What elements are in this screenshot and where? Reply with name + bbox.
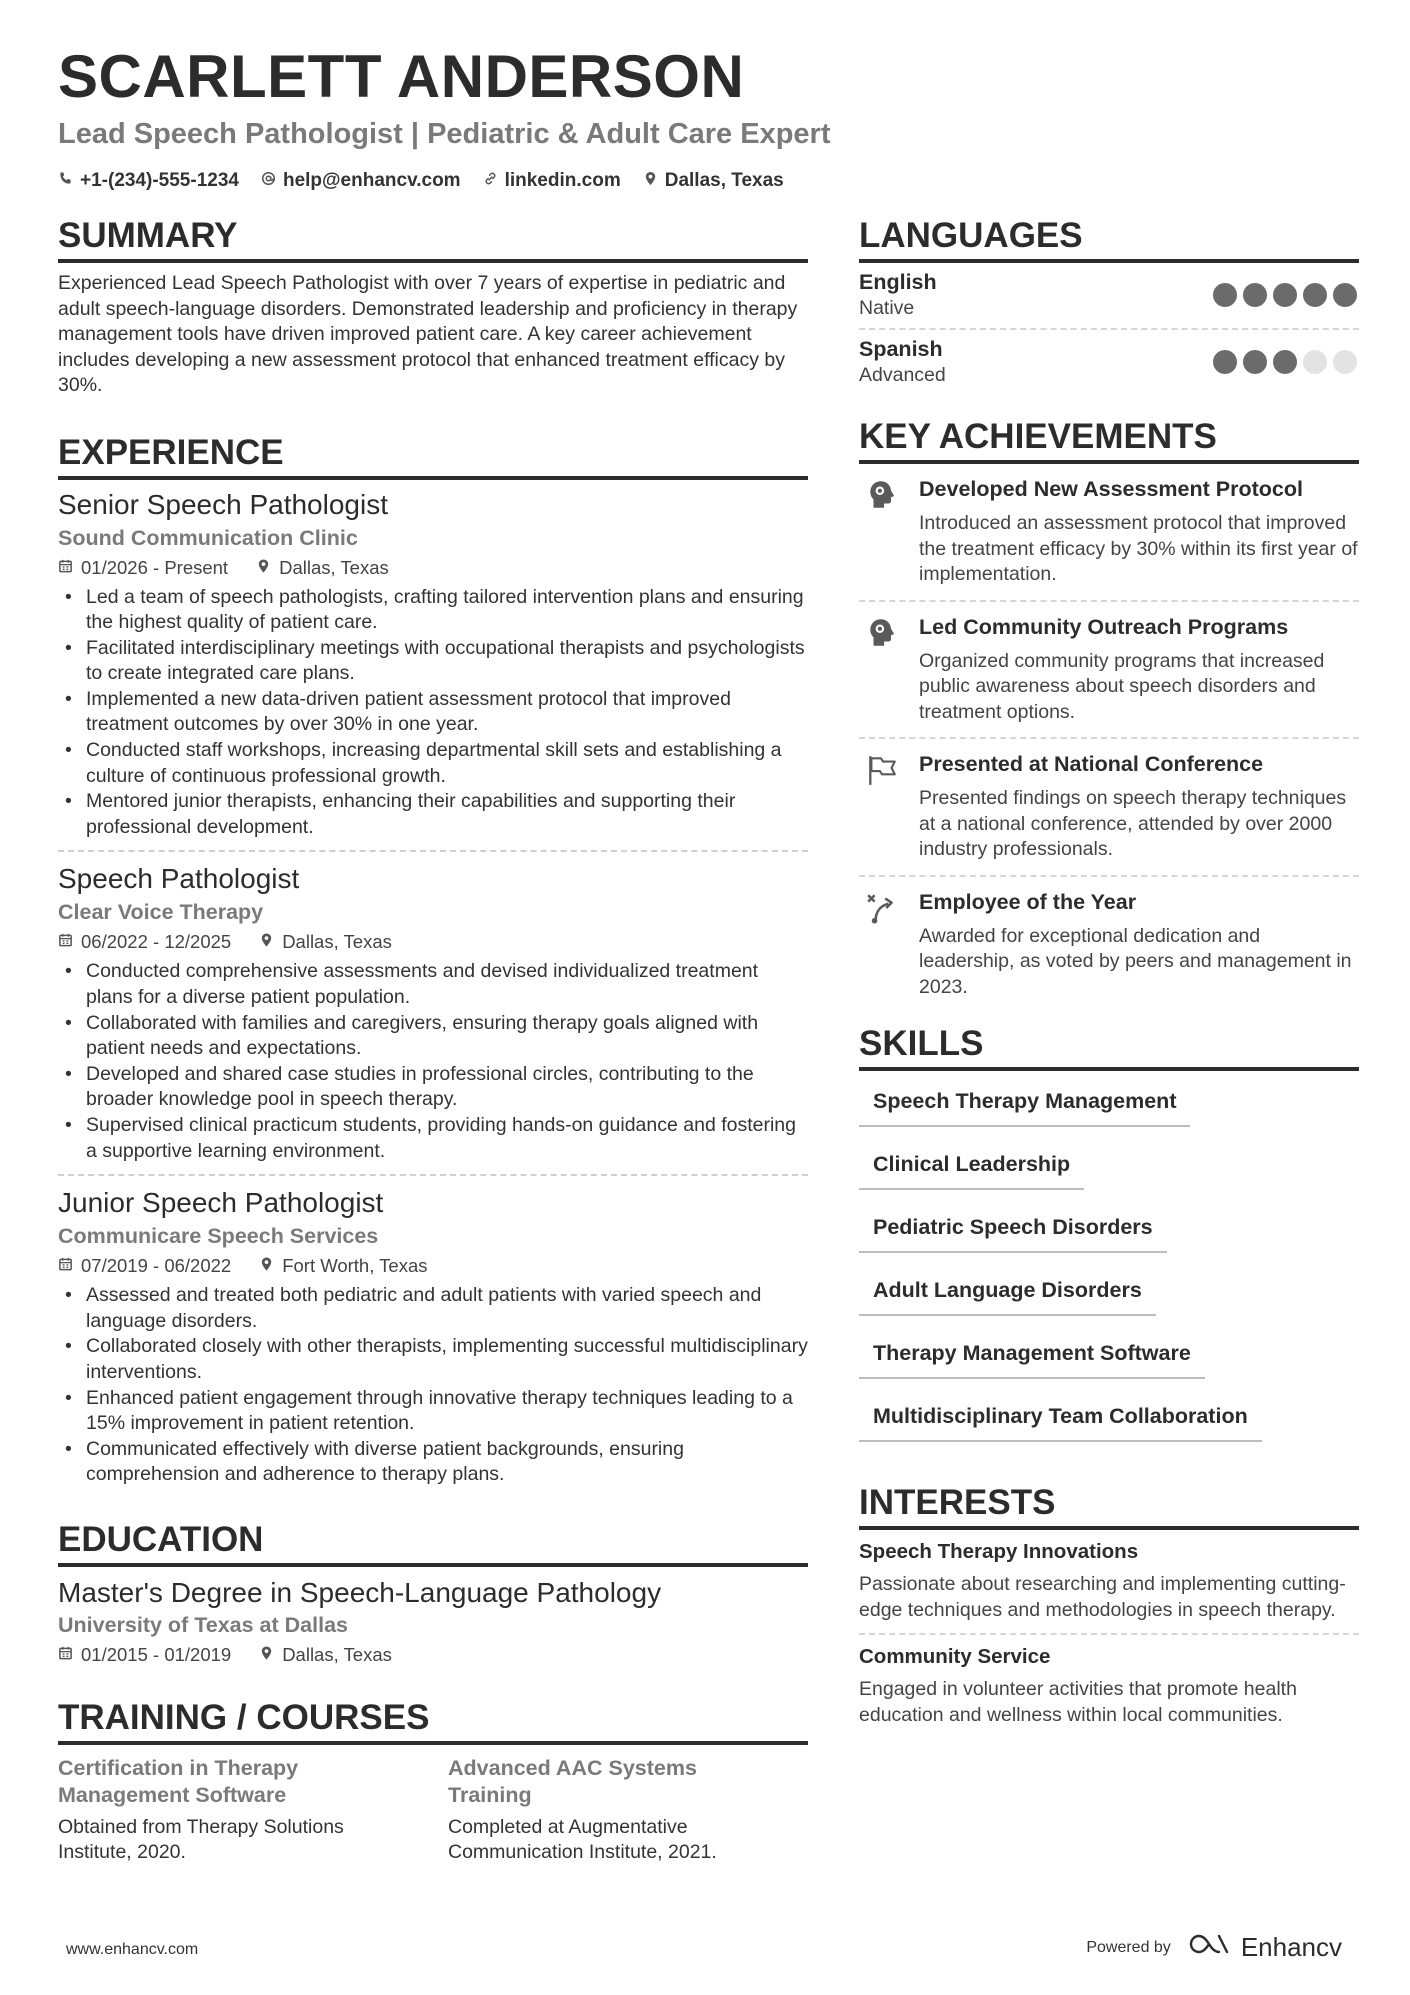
- calendar-icon: [58, 1644, 73, 1666]
- head-brain-icon: [859, 476, 905, 588]
- rating-dot-filled: [1243, 283, 1267, 307]
- skill-tag: Clinical Leadership: [859, 1144, 1084, 1190]
- flag-icon: [859, 751, 905, 863]
- list-item: • Conducted staff workshops, increasing departmental skill sets and establishing a culture of continuous professional growth.: [58, 738, 808, 789]
- contact-location: [643, 170, 784, 192]
- interest-item: [859, 1530, 1359, 1633]
- skills-section: [859, 1022, 1359, 1459]
- experience-title: EXPERIENCE: [58, 431, 808, 480]
- language-level: Native: [859, 297, 915, 319]
- achievement-desc: Presented findings on speech therapy techniques at a national conference, attended by over 2000 industry professionals.: [919, 787, 1347, 860]
- rating-dot-filled: [1213, 350, 1237, 374]
- list-item: • Collaborated closely with other therapists, implementing successful multidisciplinary interventions.: [58, 1334, 808, 1385]
- contact-phone[interactable]: [58, 170, 239, 192]
- achievement-item: [859, 875, 1359, 1013]
- course-desc: Obtained from Therapy Solutions Institute, 2020.: [58, 1815, 344, 1864]
- degree-title: Master's Degree in Speech-Language Pathology: [58, 1576, 662, 1608]
- languages-title: LANGUAGES: [859, 214, 1359, 263]
- language-item: [859, 263, 1359, 328]
- list-item: • Mentored junior therapists, enhancing their capabilities and supporting their professional development.: [58, 789, 808, 840]
- calendar-icon: [58, 1255, 73, 1277]
- job-entry: [58, 850, 808, 1164]
- education-dates: 01/2015 - 01/2019: [58, 1644, 231, 1666]
- list-item: • Conducted comprehensive assessments and devised individualized treatment plans for a diverse patient population.: [58, 959, 808, 1010]
- job-company: Clear Voice Therapy: [58, 900, 264, 925]
- achievement-desc: Awarded for exceptional dedication and leadership, as voted by peers and management in 2023.: [919, 924, 1352, 998]
- achievement-item: [859, 600, 1359, 738]
- footer-website[interactable]: www.enhancv.com: [66, 1941, 199, 1958]
- education-section: [58, 1518, 808, 1666]
- interest-item: [859, 1633, 1359, 1738]
- location-icon: [256, 557, 271, 579]
- brand-name: Enhancv: [1240, 1932, 1342, 1962]
- achievements-title: KEY ACHIEVEMENTS: [859, 415, 1359, 464]
- education-location: Dallas, Texas: [259, 1644, 392, 1666]
- education-meta: [58, 1644, 808, 1666]
- skill-tag: Pediatric Speech Disorders: [859, 1207, 1167, 1253]
- contact-linkedin[interactable]: [483, 170, 621, 192]
- summary-title: SUMMARY: [58, 214, 808, 263]
- location-text: Dallas, Texas: [664, 170, 784, 191]
- enhancv-logo-icon: [1189, 1932, 1233, 1963]
- experience-section: [58, 431, 808, 1488]
- skill-tag: Speech Therapy Management: [859, 1081, 1190, 1127]
- course-desc: Completed at Augmentative Communication Institute, 2021.: [448, 1815, 717, 1864]
- rating-dot-filled: [1243, 350, 1267, 374]
- list-item: • Led a team of speech pathologists, crafting tailored intervention plans and ensuring the highest quality of patient care.: [58, 585, 808, 636]
- job-meta: [58, 1255, 808, 1277]
- rating-dot-filled: [1303, 283, 1327, 307]
- language-name: Spanish: [859, 337, 943, 361]
- rating-dot-filled: [1333, 283, 1357, 307]
- education-title: EDUCATION: [58, 1518, 808, 1567]
- list-item: • Communicated effectively with diverse patient backgrounds, ensuring comprehension and adherence to therapy plans.: [58, 1437, 808, 1488]
- skill-tag: Adult Language Disorders: [859, 1270, 1156, 1316]
- location-icon: [259, 931, 274, 953]
- rating-dot-empty: [1303, 350, 1327, 374]
- calendar-icon: [58, 931, 73, 953]
- phone-text: +1-(234)-555-1234: [80, 170, 239, 191]
- job-bullets: [58, 959, 808, 1164]
- achievement-title: Presented at National Conference: [919, 752, 1264, 776]
- interests-title: INTERESTS: [859, 1481, 1359, 1530]
- location-icon: [259, 1255, 274, 1277]
- languages-section: [859, 214, 1359, 395]
- course-title: Advanced AAC Systems Training: [448, 1755, 697, 1807]
- training-title: TRAINING / COURSES: [58, 1696, 808, 1745]
- headline: Lead Speech Pathologist | Pediatric & Adult Care Expert: [58, 118, 831, 150]
- rating-dot-filled: [1213, 283, 1237, 307]
- achievement-desc: Organized community programs that increased public awareness about speech disorders and treatment options.: [919, 649, 1325, 723]
- training-section: [58, 1696, 808, 1866]
- language-rating: [1213, 283, 1357, 307]
- job-dates: 07/2019 - 06/2022: [58, 1255, 231, 1277]
- achievements-section: [859, 415, 1359, 1012]
- job-dates: 06/2022 - 12/2025: [58, 931, 231, 953]
- job-entry: [58, 480, 808, 841]
- list-item: • Developed and shared case studies in professional circles, contributing to the broader knowledge pool in speech therapy.: [58, 1062, 808, 1113]
- skills-list: [859, 1081, 1359, 1459]
- list-item: • Collaborated with families and caregivers, ensuring therapy goals aligned with patient needs and expectations.: [58, 1011, 808, 1062]
- summary-section: [58, 214, 808, 399]
- footer-branding: [1086, 1932, 1342, 1963]
- job-meta: [58, 557, 808, 579]
- achievement-title: Developed New Assessment Protocol: [919, 477, 1303, 501]
- link-icon: [483, 170, 498, 192]
- left-column: [58, 214, 808, 1892]
- linkedin-text: linkedin.com: [504, 170, 621, 191]
- job-dates: 01/2026 - Present: [58, 557, 228, 579]
- achievement-desc: Introduced an assessment protocol that improved the treatment efficacy by 30% within its first year of implementation.: [919, 512, 1358, 585]
- email-text: help@enhancv.com: [282, 170, 461, 191]
- course-title: Certification in Therapy Management Software: [58, 1755, 299, 1807]
- at-icon: [261, 170, 276, 192]
- course-list: [58, 1755, 808, 1866]
- job-location: Dallas, Texas: [256, 557, 389, 579]
- list-item: • Assessed and treated both pediatric and adult patients with varied speech and language disorders.: [58, 1283, 808, 1334]
- enhancv-logo[interactable]: [1189, 1932, 1342, 1963]
- achievement-item: [859, 737, 1359, 875]
- candidate-name: SCARLETT ANDERSON: [58, 43, 745, 110]
- achievement-item: [859, 464, 1359, 600]
- right-column: [859, 214, 1359, 1764]
- rating-dot-filled: [1273, 350, 1297, 374]
- job-meta: [58, 931, 808, 953]
- language-name: English: [859, 270, 937, 294]
- course-item: [58, 1755, 388, 1866]
- job-location: Fort Worth, Texas: [259, 1255, 427, 1277]
- skill-tag: Multidisciplinary Team Collaboration: [859, 1396, 1262, 1442]
- list-item: • Enhanced patient engagement through innovative therapy techniques leading to a 15% improvement in patient retention.: [58, 1386, 808, 1437]
- job-title: Junior Speech Pathologist: [58, 1187, 384, 1219]
- list-item: • Facilitated interdisciplinary meetings with occupational therapists and psychologists to create integrated care plans.: [58, 636, 808, 687]
- contact-email[interactable]: [261, 170, 461, 192]
- interest-desc: Passionate about researching and implementing cutting-edge techniques and methodologies in speech therapy.: [859, 1573, 1346, 1621]
- language-rating: [1213, 350, 1357, 374]
- language-item: [859, 328, 1359, 395]
- job-company: Communicare Speech Services: [58, 1224, 379, 1249]
- rating-dot-empty: [1333, 350, 1357, 374]
- location-icon: [259, 1644, 274, 1666]
- job-location: Dallas, Texas: [259, 931, 392, 953]
- phone-icon: [58, 170, 73, 192]
- achievement-title: Employee of the Year: [919, 889, 1137, 914]
- skills-title: SKILLS: [859, 1022, 1359, 1071]
- calendar-icon: [58, 557, 73, 579]
- course-item: [448, 1755, 778, 1866]
- job-title: Speech Pathologist: [58, 863, 300, 895]
- skill-tag: Therapy Management Software: [859, 1333, 1205, 1379]
- interest-title: Community Service: [859, 1645, 1051, 1668]
- language-level: Advanced: [859, 364, 946, 386]
- strategy-path-icon: [859, 889, 905, 1001]
- head-brain-icon: [859, 614, 905, 726]
- job-bullets: [58, 1283, 808, 1488]
- job-company: Sound Communication Clinic: [58, 525, 358, 550]
- school-name: University of Texas at Dallas: [58, 1612, 348, 1637]
- achievement-title: Led Community Outreach Programs: [919, 614, 1289, 639]
- summary-text: Experienced Lead Speech Pathologist with over 7 years of expertise in pediatric and adult speech-language disorders. Demonstrated leadership and proficiency in therapy management tools have driven improved patient care. A key career achievement includes developing a new assessment protocol that enhanced treatment efficacy by 30%.: [58, 272, 798, 396]
- job-entry: [58, 1174, 808, 1488]
- list-item: • Implemented a new data-driven patient assessment protocol that improved treatment outcomes by over 30% in one year.: [58, 687, 808, 738]
- list-item: • Supervised clinical practicum students, providing hands-on guidance and fostering a supportive learning environment.: [58, 1113, 808, 1164]
- interest-title: Speech Therapy Innovations: [859, 1540, 1139, 1563]
- interests-section: [859, 1481, 1359, 1738]
- contact-bar: [58, 170, 784, 192]
- location-icon: [643, 170, 658, 192]
- rating-dot-filled: [1273, 283, 1297, 307]
- interest-desc: Engaged in volunteer activities that promote health education and wellness within local communities.: [859, 1678, 1297, 1726]
- powered-by-label: Powered by: [1086, 1938, 1171, 1956]
- job-bullets: [58, 585, 808, 841]
- job-title: Senior Speech Pathologist: [58, 488, 388, 520]
